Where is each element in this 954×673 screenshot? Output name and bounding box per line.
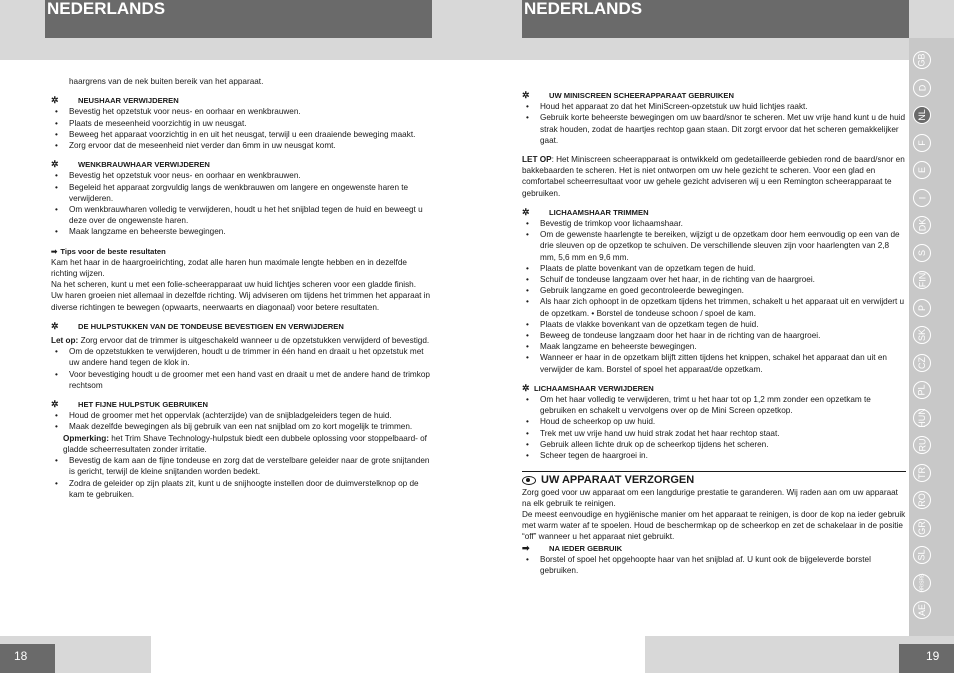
language-label: DK [916, 218, 927, 232]
bullet-list [522, 394, 906, 461]
language-tab-fin[interactable] [913, 271, 931, 289]
section-heading: ✲ LICHAAMSHAAR VERWIJDEREN [522, 382, 654, 393]
list-item-text: Beweeg het apparaat voorzichtig in en uit het neusgat, terwijl u een draaiende beweging maakt. [69, 129, 416, 139]
language-tab-s[interactable] [913, 244, 931, 262]
bullet-list [522, 554, 906, 576]
care-heading: UW APPARAAT VERZORGEN [522, 471, 906, 486]
bullet-marker: • [526, 286, 529, 296]
language-tab-ru[interactable] [913, 436, 931, 454]
language-label: F [917, 139, 927, 146]
language-tab-e[interactable] [913, 161, 931, 179]
list-item-text: Plaats de platte bovenkant van de opzetkam tegen de huid. [540, 263, 756, 273]
language-label: CZ [917, 356, 927, 369]
list-item-text: Scheer tegen de haargroei in. [540, 451, 648, 461]
list-item-text: Maak dezelfde bewegingen als bij gebruik van een nat snijblad om zo kort mogelijk te trimmen. [69, 422, 413, 432]
language-label: E [916, 166, 927, 174]
list-item [522, 352, 906, 374]
language-label: I [916, 196, 927, 199]
list-item [522, 341, 906, 352]
page-title-left: NEDERLANDS [45, 0, 432, 38]
bullet-marker: • [526, 451, 529, 461]
bullet-marker: • [55, 227, 58, 237]
paragraph: Uw haren groeien niet allemaal in dezelfde richting. Wij adviseren om tijdens het trimmen het apparaat in diverse richtingen te bewegen (opwaarts, neerwaarts en diagonaal) voor betere resultaten. [51, 291, 431, 312]
list-item-text: Gebruik langzame en goed gecontroleerde bewegingen. [540, 286, 744, 296]
list-item-text: Schuif de tondeuse langzaam over het haar, in de richting van de haargroei. [540, 275, 815, 285]
language-label: D [917, 84, 927, 91]
list-item-text: Begeleid het apparaat zorgvuldig langs de wenkbrauwen om langere en ongewenste haren te verwijderen. [69, 182, 409, 203]
bullet-list [522, 101, 906, 146]
list-item [51, 140, 433, 151]
bullet-marker: • [526, 342, 529, 352]
list-item-text: Wanneer er haar in de opzetkam blijft zitten tijdens het knippen, schakel het apparaat dan uit en verwijder de kam. Borstel of spoel het apparaat/de opzetkam. [540, 353, 887, 374]
list-item-text: Bevestig het opzetstuk voor neus- en oorhaar en wenkbrauwen. [69, 107, 301, 117]
paragraph: Na het scheren, kunt u met een folie-scheerapparaat uw huid lichtjes scheren voor een gladde finish. [51, 280, 417, 290]
section-heading: ✲ HET FIJNE HULPSTUK GEBRUIKEN [51, 399, 208, 410]
paragraph: De meest eenvoudige en hygiënische manier om het apparaat te reinigen, is door de kop na ieder gebruik met warm water af te spoelen. Houd de beschermkap op de scheerkop en zet de schakelaar in de positie “off” wanneer u het apparaat niet gebruikt. [522, 509, 906, 542]
sun-icon: ✲ [51, 399, 59, 410]
list-item [522, 439, 906, 450]
sun-icon: ✲ [522, 206, 530, 217]
sun-icon: ✲ [522, 382, 530, 393]
list-item-text: Gebruik korte beheerste bewegingen om uw baard/snor te scheren. Met uw vrije hand kunt u de huid strak houden, zodat de haartjes rechtop gaan staan. Dit zorgt ervoor dat het scheren gemakkelijker gaat. [540, 113, 906, 145]
bullet-marker: • [526, 439, 529, 449]
list-item-text: Voor bevestiging houdt u de groomer met een hand vast en draait u met de andere hand de trimkop rechtsom [69, 369, 430, 390]
language-label: RO [917, 493, 927, 507]
language-label: SK [916, 328, 927, 342]
bullet-marker: • [55, 182, 58, 192]
bullet-marker: • [55, 141, 58, 151]
list-item-text: Zorg ervoor dat de meseenheid niet verder dan 6mm in uw neusgat komt. [69, 141, 336, 151]
sun-icon: ✲ [522, 90, 530, 100]
list-item [522, 428, 906, 439]
bullet-marker: • [526, 428, 529, 438]
list-item-text: Plaats de meseenheid voorzichtig in uw neusgat. [69, 118, 247, 128]
bullet-marker: • [526, 275, 529, 285]
subheading: ➡ NA IEDER GEBRUIK [522, 542, 623, 553]
list-item [522, 450, 906, 461]
language-tab-p[interactable] [913, 299, 931, 317]
list-item [51, 204, 433, 226]
list-item [51, 106, 433, 117]
section-heading: ✲ LICHAAMSHAAR TRIMMEN [522, 206, 649, 217]
list-item-text: Beweeg de tondeuse langzaam door het haar in de richting van de haargroei. [540, 331, 821, 341]
bullet-marker: • [55, 129, 58, 139]
note-paragraph: Opmerking: het Trim Shave Technology-hulpstuk biedt een dubbele oplossing voor stoppelbaard- of gladde scheerresultaten zonder irritatie. [63, 433, 427, 454]
page-title-right: NEDERLANDS [522, 0, 909, 38]
list-item-text: Bevestig de kam aan de fijne tondeuse en zorg dat de verstelbare geleider naar de grote snijtanden is gericht, terwijl de kleine snijtanden worden bedekt. [69, 456, 430, 477]
bullet-marker: • [55, 411, 58, 421]
paragraph: Zorg goed voor uw apparaat om een langdurige prestatie te garanderen. Wij raden aan om uw apparaat na elk gebruik te reinigen. [522, 487, 898, 508]
section-heading: ✲ WENKBRAUWHAAR VERWIJDEREN [51, 159, 210, 170]
bullet-list [51, 106, 433, 151]
bullet-list [51, 410, 433, 432]
list-item [51, 410, 433, 421]
list-item [522, 101, 906, 112]
list-item [522, 330, 906, 341]
list-item [522, 285, 906, 296]
section-heading: ✲ NEUSHAAR VERWIJDEREN [51, 95, 179, 106]
list-item [522, 274, 906, 285]
list-item-text: Om wenkbrauwharen volledig te verwijderen, houdt u het het snijblad tegen de huid en beweegt u deze over de ongewenste haren. [69, 205, 423, 226]
list-item [51, 170, 433, 181]
list-item-text: Om het haar volledig te verwijderen, trimt u het haar tot op 1,2 mm zonder een opzetkam te gebruiken en schakelt u vervolgens over op de Mini Screen opzetkop. [540, 395, 871, 416]
language-tab-ro[interactable] [913, 491, 931, 509]
language-label: SL [916, 549, 927, 561]
list-item-text: Maak langzame en beheerste bewegingen. [540, 342, 697, 352]
bullet-marker: • [526, 554, 529, 564]
bullet-marker: • [55, 347, 58, 357]
language-tab-hr-srb[interactable] [913, 574, 931, 592]
language-tab-pl[interactable] [913, 381, 931, 399]
bullet-marker: • [526, 230, 529, 240]
list-item [522, 229, 906, 263]
bullet-marker: • [526, 113, 529, 123]
bullet-marker: • [526, 102, 529, 112]
language-tab-d[interactable] [913, 79, 931, 97]
page-number-left: 18 [0, 644, 55, 673]
language-tab-i[interactable] [913, 189, 931, 207]
language-label: HR/SRB [919, 573, 925, 592]
language-tab-gr[interactable] [913, 519, 931, 537]
list-item-text: Trek met uw vrije hand uw huid strak zodat het haar rechtop staat. [540, 428, 780, 438]
language-tab-ae[interactable] [913, 601, 931, 619]
language-label: NL [916, 109, 927, 121]
list-item-text: Bevestig de trimkop voor lichaamshaar. [540, 219, 683, 229]
list-item [522, 554, 906, 576]
section-heading: ✲ UW MINISCREEN SCHEERAPPARAAT GEBRUIKEN [522, 90, 734, 100]
language-tab-hun[interactable] [913, 409, 931, 427]
list-item [522, 263, 906, 274]
page-number-right: 19 [899, 644, 954, 673]
list-item-text: Houd het apparaat zo dat het MiniScreen-opzetstuk uw huid lichtjes raakt. [540, 102, 808, 112]
list-item-text: Houd de scheerkop op uw huid. [540, 417, 656, 427]
note-paragraph: LET OP: Het Miniscreen scheerapparaat is ontwikkeld om gedetailleerde gebieden rond de baard/snor en bakkebaarden te scheren. Het is niet ontworpen om uw hele gezicht te scheren. Voor een glad en comfortabel scheerresultaat voor uw gehele gezicht adviseren wij u een Remington scheerapparaat te gebruiken. [522, 155, 905, 198]
bullet-marker: • [526, 263, 529, 273]
language-tab-nl[interactable] [913, 106, 931, 124]
list-item-text: Borstel of spoel het opgehoopte haar van het snijblad af. U kunt ook de bijgeleverde borstel gebruiken. [540, 554, 871, 575]
bullet-marker: • [55, 205, 58, 215]
bullet-list [522, 218, 906, 375]
bullet-marker: • [55, 369, 58, 379]
bullet-marker: • [526, 395, 529, 405]
note-paragraph: Let op: Zorg ervoor dat de trimmer is uitgeschakeld wanneer u de opzetstukken verwijderd of bevestigd. [51, 336, 430, 346]
list-item [51, 129, 433, 140]
sun-icon: ✲ [51, 159, 59, 170]
bullet-marker: • [55, 456, 58, 466]
bullet-marker: • [526, 353, 529, 363]
list-item-text: Gebruik alleen lichte druk op de scheerkop tijdens het scheren. [540, 439, 769, 449]
list-item [522, 112, 906, 146]
bullet-marker: • [526, 219, 529, 229]
bullet-marker: • [526, 319, 529, 329]
list-item [522, 394, 906, 416]
list-item [51, 478, 433, 500]
list-item [522, 218, 906, 229]
language-tab-sl[interactable] [913, 546, 931, 564]
list-item [51, 118, 433, 129]
list-item-text: Om de opzetstukken te verwijderen, houdt u de trimmer in één hand en draait u het opzetstuk met uw andere hand tegen de klok in. [69, 347, 424, 368]
intro-text: haargrens van de nek buiten bereik van het apparaat. [69, 77, 264, 86]
language-label: HUN [917, 407, 927, 428]
language-tab-gb[interactable] [913, 51, 931, 69]
language-tab-dk[interactable] [913, 216, 931, 234]
language-label: PL [916, 384, 927, 396]
list-item [51, 369, 433, 391]
list-item-text: Plaats de vlakke bovenkant van de opzetkam tegen de huid. [540, 319, 759, 329]
bullet-marker: • [526, 331, 529, 341]
language-label: P [916, 304, 927, 311]
sun-icon: ✲ [51, 320, 59, 331]
list-item [51, 226, 433, 237]
bullet-list [51, 170, 433, 237]
list-item [522, 296, 906, 318]
list-item [51, 455, 433, 477]
list-item [522, 416, 906, 427]
bullet-marker: • [55, 171, 58, 181]
list-item [522, 319, 906, 330]
list-item [51, 346, 433, 368]
list-item-text: Om de gewenste haarlengte te bereiken, wijzigt u de opzetkam door hem eenvoudig op een van de drie sleuven op de opzetkop te schuiven. De verschillende sleuven zijn voor haarlengten van 2,8 mm, 5,6 mm en 9,6 mm. [540, 230, 900, 262]
bullet-list [51, 455, 433, 500]
bullet-marker: • [55, 118, 58, 128]
language-tab-f[interactable] [913, 134, 931, 152]
language-label: GB [916, 53, 927, 67]
list-item-text: Bevestig het opzetstuk voor neus- en oorhaar en wenkbrauwen. [69, 171, 301, 181]
language-label: AE [916, 603, 927, 617]
list-item [51, 182, 433, 204]
language-label: RU [917, 438, 927, 452]
language-label: S [916, 249, 927, 256]
language-label: GR [917, 520, 927, 535]
bullet-marker: • [55, 107, 58, 117]
list-item-text: Maak langzame en beheerste bewegingen. [69, 227, 226, 237]
language-label: TR [917, 466, 927, 479]
paragraph: Kam het haar in de haargroeirichting, zodat alle haren hun maximale lengte hebben en in dezelfde richting wijzen. [51, 257, 407, 279]
eye-icon [522, 476, 536, 485]
list-item-text: Als haar zich ophoopt in de opzetkam tijdens het trimmen, schakelt u het apparaat uit en verwijdert u de opzetkam. • Borstel de tondeuse schoon / spoel de kam. [540, 297, 905, 318]
language-label: FIN [917, 272, 927, 288]
sun-icon: ✲ [51, 95, 59, 106]
tips-heading: ➡ Tips voor de beste resultaten [51, 246, 166, 256]
bullet-marker: • [55, 478, 58, 488]
arrow-icon: ➡ [522, 542, 530, 553]
left-column [51, 76, 433, 500]
section-heading: ✲ DE HULPSTUKKEN VAN DE TONDEUSE BEVESTIGEN EN VERWIJDEREN [51, 320, 344, 331]
language-tab-cz[interactable] [913, 354, 931, 372]
bullet-marker: • [55, 422, 58, 432]
list-item-text: Houd de groomer met het oppervlak (achterzijde) van de snijbladgeleiders tegen de huid. [69, 411, 392, 421]
bullet-list [51, 346, 433, 391]
language-tab-sk[interactable] [913, 326, 931, 344]
bullet-marker: • [526, 417, 529, 427]
bullet-marker: • [526, 297, 529, 307]
list-item [51, 421, 433, 432]
right-column [522, 90, 906, 576]
arrow-icon: ➡ [51, 246, 58, 256]
list-item-text: Zodra de geleider op zijn plaats zit, kunt u de snijhoogte instellen door de duimverstelknop op de kam te gebruiken. [69, 478, 419, 499]
language-tab-tr[interactable] [913, 464, 931, 482]
